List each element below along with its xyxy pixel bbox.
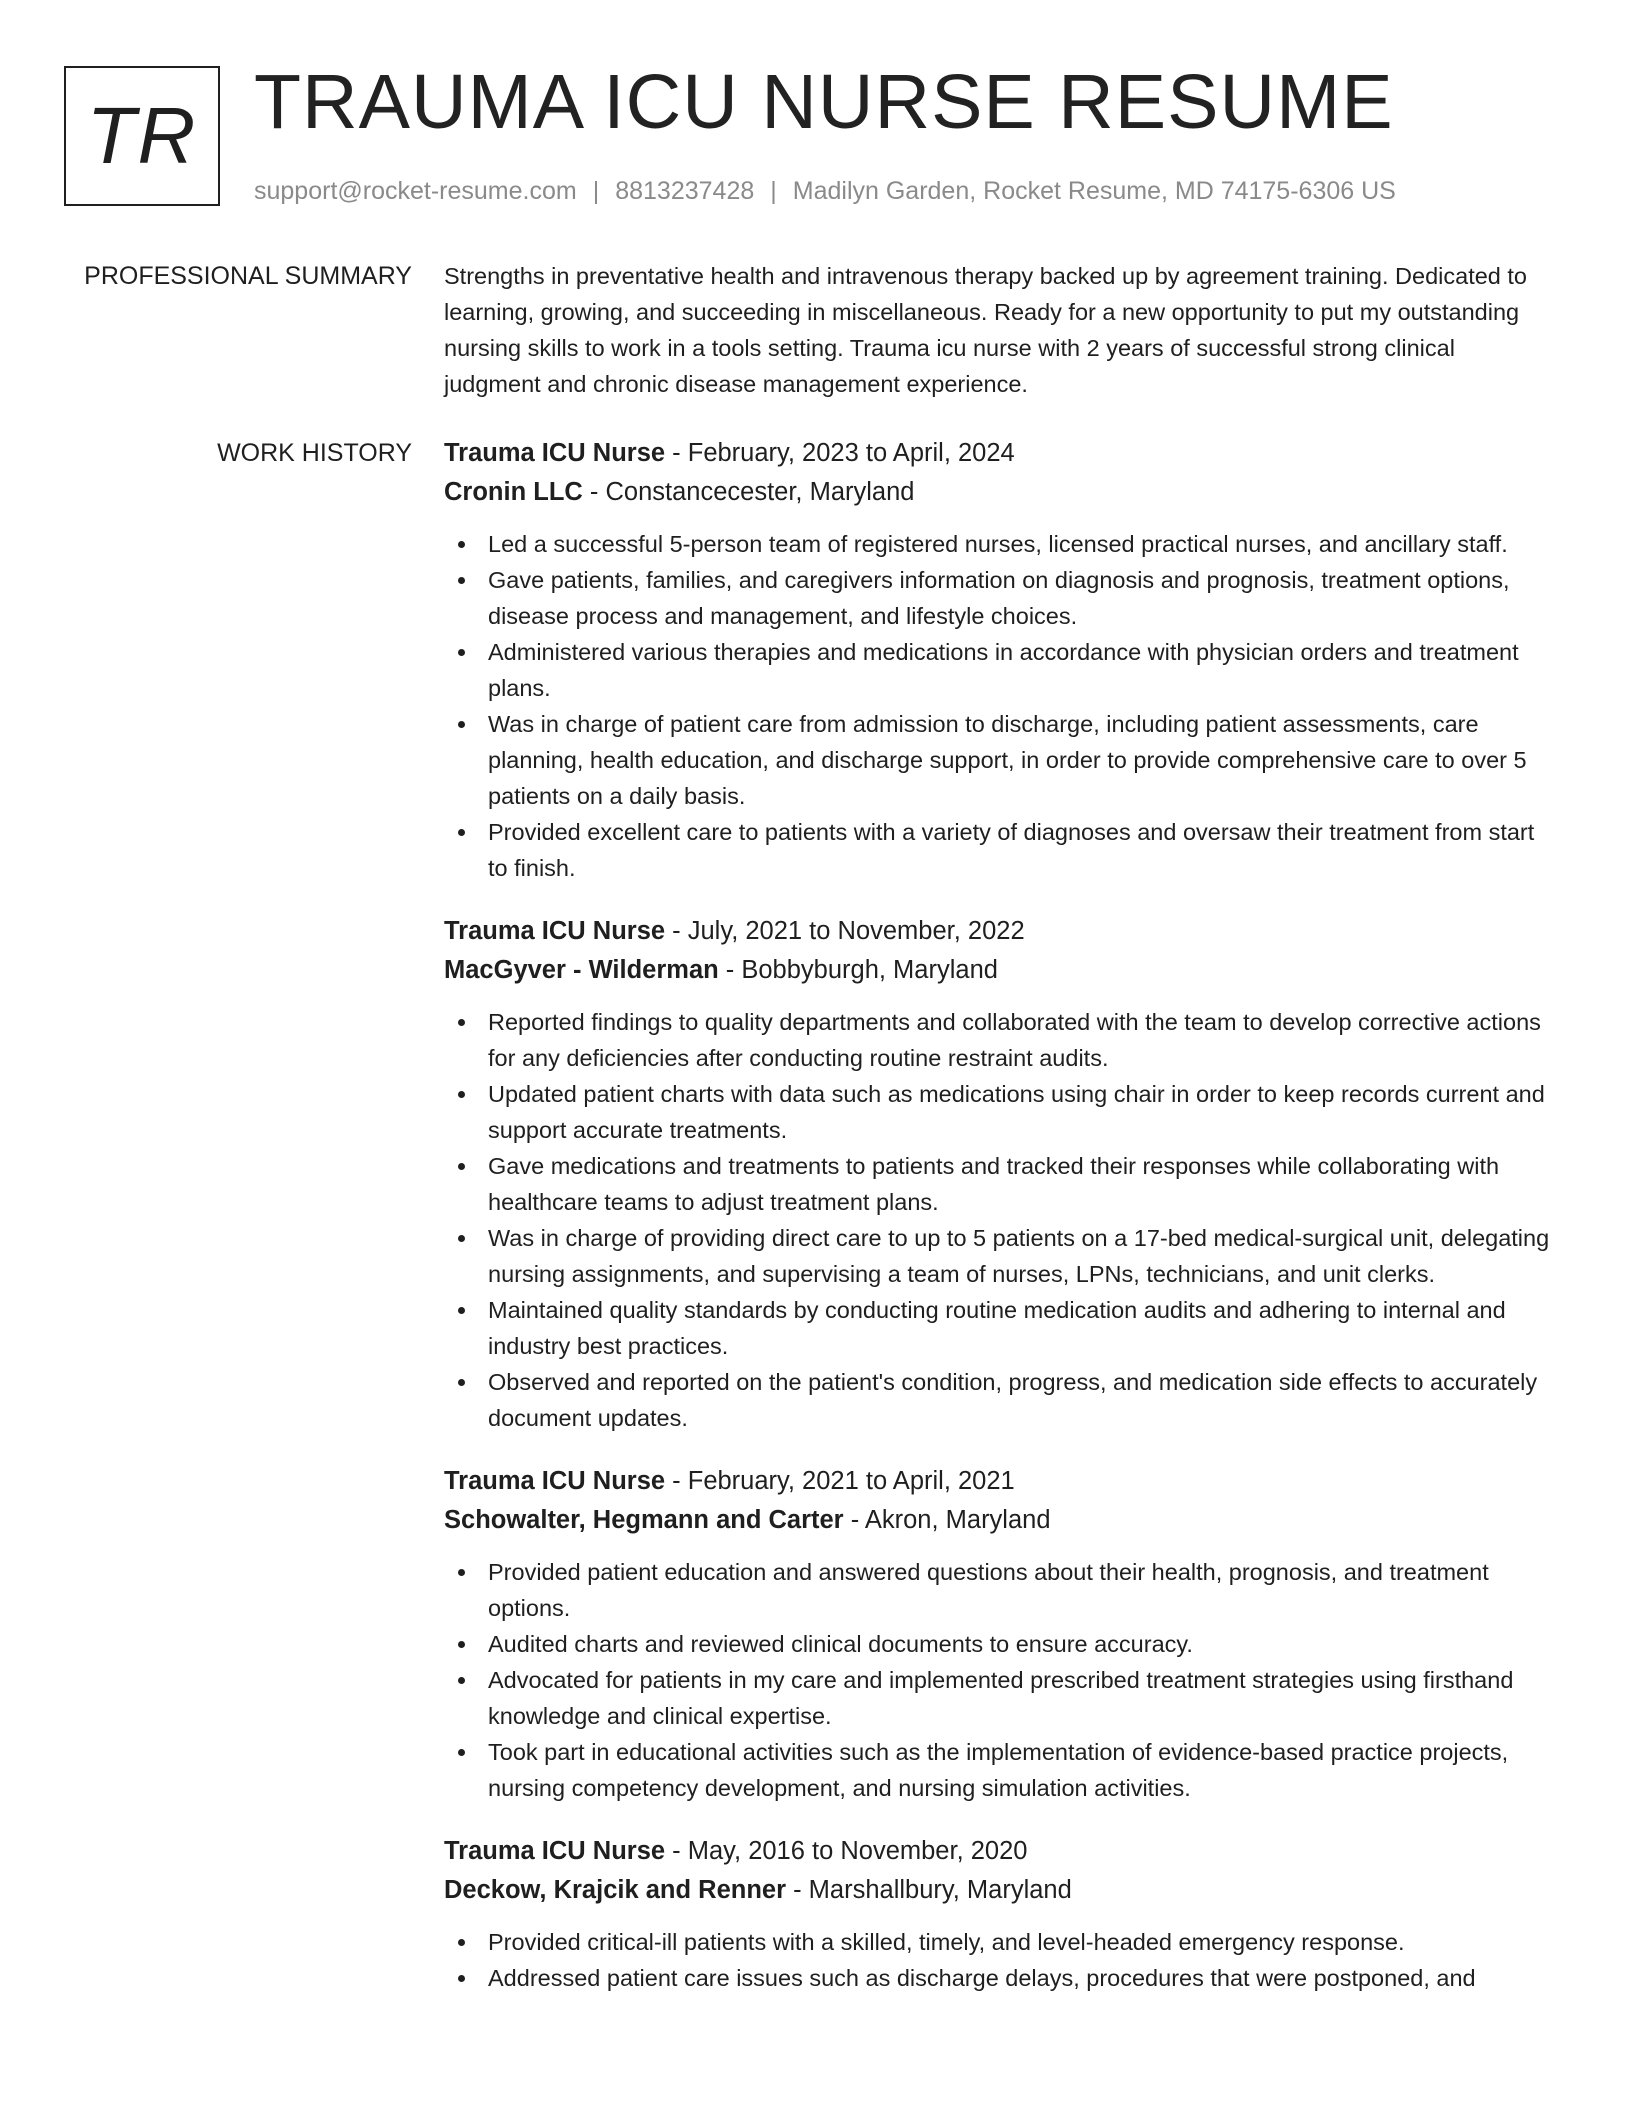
work-history-body (444, 434, 1556, 2022)
bullet-icon (458, 1677, 465, 1684)
bullet-text: Gave patients, families, and caregivers information on diagnosis and prognosis, treatment options, disease process and management, and lifestyle choices. (488, 567, 1510, 629)
bullet-text: Provided critical-ill patients with a skilled, timely, and level-headed emergency response. (488, 1929, 1405, 1955)
list-item (444, 1148, 1556, 1220)
bullet-icon (458, 1975, 465, 1982)
bullet-icon (458, 649, 465, 656)
list-item (444, 1960, 1556, 1996)
bullet-text: Maintained quality standards by conducting routine medication audits and adhering to internal and industry best practices. (488, 1297, 1506, 1359)
job-company: Deckow, Krajcik and Renner (444, 1876, 787, 1904)
bullet-text: Updated patient charts with data such as medications using chair in order to keep records current and support accurate treatments. (488, 1081, 1545, 1143)
job-entry (444, 434, 1556, 886)
list-item (444, 1662, 1556, 1734)
contact-line (254, 174, 1396, 208)
bullet-icon (458, 1569, 465, 1576)
bullet-text: Provided patient education and answered questions about their health, prognosis, and treatment options. (488, 1559, 1489, 1621)
list-item (444, 1626, 1556, 1662)
bullet-text: Addressed patient care issues such as discharge delays, procedures that were postponed, and (488, 1965, 1476, 1991)
job-entry (444, 1832, 1556, 1996)
monogram: TR (64, 66, 220, 206)
bullet-icon (458, 1163, 465, 1170)
section-label-work-history: WORK HISTORY (217, 439, 412, 467)
summary-body (444, 258, 1556, 402)
job-location: - Akron, Maryland (843, 1506, 1051, 1534)
job-title: Trauma ICU Nurse (444, 1837, 666, 1865)
job-company: Schowalter, Hegmann and Carter (444, 1506, 844, 1534)
bullet-icon (458, 1019, 465, 1026)
job-company-line (444, 473, 1556, 512)
job-entry (444, 1462, 1556, 1806)
bullet-text: Observed and reported on the patient's condition, progress, and medication side effects to accurately document updates. (488, 1369, 1538, 1431)
list-item (444, 1076, 1556, 1148)
job-location: - Marshallbury, Maryland (786, 1876, 1072, 1904)
job-company-line (444, 951, 1556, 990)
bullet-icon (458, 829, 465, 836)
section-label-summary: PROFESSIONAL SUMMARY (84, 262, 412, 290)
job-dates: - July, 2021 to November, 2022 (665, 917, 1025, 945)
bullet-text: Was in charge of providing direct care to up to 5 patients on a 17-bed medical-surgical unit, delegating nursing assignments, and supervising a team of nurses, LPNs, technicians, and unit clerks. (488, 1225, 1550, 1287)
job-company: Cronin LLC (444, 478, 583, 506)
list-item (444, 814, 1556, 886)
list-item (444, 634, 1556, 706)
job-location: - Bobbyburgh, Maryland (718, 956, 998, 984)
contact-separator: | (592, 177, 600, 205)
list-item (444, 1364, 1556, 1436)
job-company-line (444, 1871, 1556, 1910)
job-dates: - February, 2021 to April, 2021 (665, 1467, 1015, 1495)
bullet-icon (458, 721, 465, 728)
job-title: Trauma ICU Nurse (444, 439, 666, 467)
job-bullets (444, 526, 1556, 886)
list-item (444, 1924, 1556, 1960)
list-item (444, 562, 1556, 634)
list-item (444, 1292, 1556, 1364)
bullet-text: Was in charge of patient care from admission to discharge, including patient assessments, care planning, health education, and discharge support, in order to provide comprehensive care to over 5 patients on a daily basis. (488, 711, 1527, 809)
job-location: - Constancecester, Maryland (582, 478, 915, 506)
job-title: Trauma ICU Nurse (444, 1467, 666, 1495)
bullet-icon (458, 1307, 465, 1314)
bullet-text: Led a successful 5-person team of registered nurses, licensed practical nurses, and ancillary staff. (488, 531, 1508, 557)
job-title-line (444, 1832, 1556, 1871)
list-item (444, 1004, 1556, 1076)
job-title: Trauma ICU Nurse (444, 917, 666, 945)
bullet-text: Provided excellent care to patients with a variety of diagnoses and oversaw their treatment from start to finish. (488, 819, 1535, 881)
bullet-icon (458, 1091, 465, 1098)
job-company: MacGyver - Wilderman (444, 956, 719, 984)
job-bullets (444, 1924, 1556, 1996)
bullet-text: Administered various therapies and medications in accordance with physician orders and treatment plans. (488, 639, 1519, 701)
list-item (444, 1734, 1556, 1806)
bullet-icon (458, 541, 465, 548)
page-title: TRAUMA ICU NURSE RESUME (254, 59, 1394, 145)
contact-email: support@rocket-resume.com (254, 177, 577, 205)
contact-address: Madilyn Garden, Rocket Resume, MD 74175-6306 US (792, 177, 1396, 205)
bullet-icon (458, 1379, 465, 1386)
bullet-text: Audited charts and reviewed clinical documents to ensure accuracy. (488, 1631, 1193, 1657)
job-bullets (444, 1004, 1556, 1436)
bullet-icon (458, 1235, 465, 1242)
bullet-icon (458, 577, 465, 584)
contact-separator: | (770, 177, 777, 205)
job-title-line (444, 1462, 1556, 1501)
job-title-line (444, 912, 1556, 951)
bullet-text: Took part in educational activities such as the implementation of evidence-based practice projects, nursing competency development, and nursing simulation activities. (488, 1739, 1509, 1801)
bullet-icon (458, 1939, 465, 1946)
bullet-text: Reported findings to quality departments and collaborated with the team to develop corrective actions for any deficiencies after conducting routine restraint audits. (488, 1009, 1541, 1071)
bullet-icon (458, 1749, 465, 1756)
job-dates: - February, 2023 to April, 2024 (665, 439, 1015, 467)
bullet-icon (458, 1641, 465, 1648)
bullet-text: Advocated for patients in my care and implemented prescribed treatment strategies using firsthand knowledge and clinical expertise. (488, 1667, 1514, 1729)
job-entry (444, 912, 1556, 1436)
contact-phone: 8813237428 (615, 177, 755, 205)
list-item (444, 1554, 1556, 1626)
bullet-text: Gave medications and treatments to patients and tracked their responses while collaborating with healthcare teams to adjust treatment plans. (488, 1153, 1500, 1215)
list-item (444, 1220, 1556, 1292)
job-bullets (444, 1554, 1556, 1806)
summary-text: Strengths in preventative health and intravenous therapy backed up by agreement training. Dedicated to learning, growing, and succeeding in miscellaneous. Ready for a new opportunity to put my outstanding nursing skills to work in a tools setting. Trauma icu nurse with 2 years of successful strong clinical judgment and chronic disease management experience. (444, 263, 1527, 397)
job-company-line (444, 1501, 1556, 1540)
list-item (444, 526, 1556, 562)
list-item (444, 706, 1556, 814)
job-title-line (444, 434, 1556, 473)
job-dates: - May, 2016 to November, 2020 (665, 1837, 1028, 1865)
